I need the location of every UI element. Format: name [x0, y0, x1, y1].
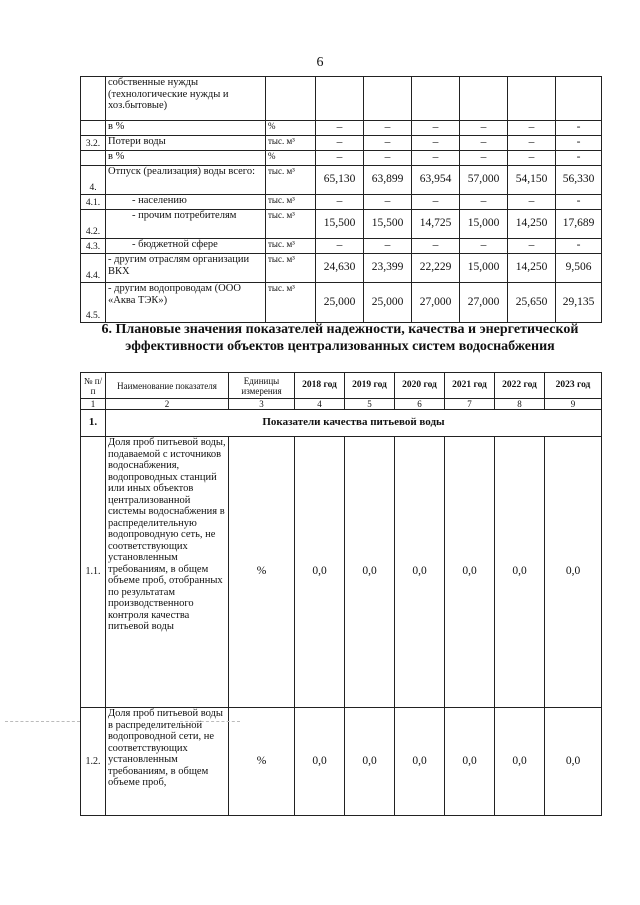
- row-unit: тыс. м³: [266, 239, 316, 254]
- column-number: 5: [345, 399, 395, 410]
- row-value: 15,500: [316, 210, 364, 239]
- row-value: –: [364, 151, 412, 166]
- row-value: -: [556, 121, 602, 136]
- section-row: [81, 410, 602, 437]
- row-value: –: [316, 136, 364, 151]
- header-num: № п/п: [81, 373, 106, 399]
- row-name: - другим водопроводам (ООО «Аква ТЭК»): [106, 283, 266, 323]
- header-unit: Единицы измерения: [229, 373, 295, 399]
- table-row: [81, 239, 602, 254]
- row-value: 57,000: [460, 166, 508, 195]
- row-value: –: [508, 195, 556, 210]
- row-value: 27,000: [460, 283, 508, 323]
- row-value: 0,0: [445, 708, 495, 816]
- row-num: 1.1.: [81, 437, 106, 708]
- row-unit: [266, 77, 316, 121]
- row-value: 24,630: [316, 254, 364, 283]
- row-value: 15,000: [460, 254, 508, 283]
- row-value: -: [556, 239, 602, 254]
- table-row: [81, 283, 602, 323]
- row-name: Отпуск (реализация) воды всего:: [106, 166, 266, 195]
- column-number: 4: [295, 399, 345, 410]
- indicators-table: [80, 372, 602, 816]
- row-value: –: [412, 151, 460, 166]
- row-name: собственные нужды (технологические нужды и хоз.бытовые): [106, 77, 266, 121]
- row-value: [364, 77, 412, 121]
- row-value: –: [364, 195, 412, 210]
- row-name: Потери воды: [106, 136, 266, 151]
- row-num: [81, 77, 106, 121]
- row-value: 0,0: [545, 708, 602, 816]
- section-num: 1.: [81, 410, 106, 437]
- row-value: –: [316, 151, 364, 166]
- row-num: 4.2.: [81, 210, 106, 239]
- row-num: [81, 151, 106, 166]
- section-heading: 6. Плановые значения показателей надежности, качества и энергетической эффективности объектов централизованных систем водоснабжения: [101, 322, 579, 354]
- row-value: 27,000: [412, 283, 460, 323]
- row-value: 22,229: [412, 254, 460, 283]
- header-year: 2021 год: [445, 373, 495, 399]
- scan-artifact-line: [5, 721, 80, 722]
- row-num: 4.1.: [81, 195, 106, 210]
- row-unit: тыс. м³: [266, 136, 316, 151]
- column-number: 9: [545, 399, 602, 410]
- row-unit: тыс. м³: [266, 166, 316, 195]
- row-unit: %: [229, 437, 295, 708]
- table-row: [81, 166, 602, 195]
- column-number: 6: [395, 399, 445, 410]
- row-value: 63,899: [364, 166, 412, 195]
- table-row: [81, 136, 602, 151]
- row-name: - прочим потребителям: [106, 210, 266, 239]
- row-value: -: [556, 151, 602, 166]
- row-value: –: [316, 121, 364, 136]
- scan-artifact-line: [180, 721, 240, 722]
- water-balance-table: [80, 76, 602, 323]
- row-name: Доля проб питьевой воды, подаваемой с источников водоснабжения, водопроводных станций или иных объектов централизованной системы водоснабжения в распределительную водопроводную сеть, не соответствующих установленным требованиям, в общем объеме проб, отобранных по результатам производственного контроля качества питьевой воды: [106, 437, 229, 708]
- row-value: –: [316, 239, 364, 254]
- row-value: 0,0: [295, 708, 345, 816]
- header-row: [81, 373, 602, 399]
- header-name: Наименование показателя: [106, 373, 229, 399]
- row-unit: %: [266, 151, 316, 166]
- row-value: 17,689: [556, 210, 602, 239]
- table-row: [81, 195, 602, 210]
- column-number: 8: [495, 399, 545, 410]
- header-year: 2018 год: [295, 373, 345, 399]
- column-number: 3: [229, 399, 295, 410]
- header-year: 2019 год: [345, 373, 395, 399]
- row-value: [460, 77, 508, 121]
- row-value: 25,650: [508, 283, 556, 323]
- row-name: - другим отраслям организации ВКХ: [106, 254, 266, 283]
- table-row: [81, 151, 602, 166]
- row-name: - населению: [106, 195, 266, 210]
- row-value: –: [508, 239, 556, 254]
- row-value: –: [412, 239, 460, 254]
- row-num: 4.5.: [81, 283, 106, 323]
- row-value: –: [460, 195, 508, 210]
- row-value: [412, 77, 460, 121]
- row-value: –: [460, 239, 508, 254]
- row-value: 14,725: [412, 210, 460, 239]
- row-value: –: [412, 136, 460, 151]
- row-value: 0,0: [395, 708, 445, 816]
- row-value: 15,000: [460, 210, 508, 239]
- row-value: 0,0: [395, 437, 445, 708]
- row-value: –: [508, 151, 556, 166]
- table-row: [81, 77, 602, 121]
- header-year: 2020 год: [395, 373, 445, 399]
- row-unit: тыс. м³: [266, 283, 316, 323]
- row-value: 9,506: [556, 254, 602, 283]
- table-row: [81, 708, 602, 816]
- row-num: 4.4.: [81, 254, 106, 283]
- row-unit: %: [229, 708, 295, 816]
- row-unit: тыс. м³: [266, 210, 316, 239]
- column-number: 1: [81, 399, 106, 410]
- row-num: 4.: [81, 166, 106, 195]
- row-value: 14,250: [508, 210, 556, 239]
- row-value: –: [508, 121, 556, 136]
- page-number: 6: [316, 55, 324, 70]
- row-value: 23,399: [364, 254, 412, 283]
- row-value: [508, 77, 556, 121]
- row-value: –: [460, 121, 508, 136]
- section-title: Показатели качества питьевой воды: [106, 410, 602, 437]
- row-num: 1.2.: [81, 708, 106, 816]
- row-value: 15,500: [364, 210, 412, 239]
- row-value: 63,954: [412, 166, 460, 195]
- header-year: 2023 год: [545, 373, 602, 399]
- row-value: 56,330: [556, 166, 602, 195]
- row-value: 25,000: [364, 283, 412, 323]
- row-name: в %: [106, 151, 266, 166]
- row-value: 0,0: [545, 437, 602, 708]
- row-value: –: [412, 195, 460, 210]
- row-num: 4.3.: [81, 239, 106, 254]
- row-value: 29,135: [556, 283, 602, 323]
- row-value: 65,130: [316, 166, 364, 195]
- row-value: 0,0: [345, 708, 395, 816]
- row-value: –: [412, 121, 460, 136]
- row-unit: тыс. м³: [266, 195, 316, 210]
- row-value: –: [508, 136, 556, 151]
- row-value: –: [364, 136, 412, 151]
- row-value: 0,0: [345, 437, 395, 708]
- row-value: 25,000: [316, 283, 364, 323]
- table-row: [81, 254, 602, 283]
- row-value: 54,150: [508, 166, 556, 195]
- table-row: [81, 210, 602, 239]
- row-value: –: [316, 195, 364, 210]
- row-num: 3.2.: [81, 136, 106, 151]
- row-num: [81, 121, 106, 136]
- row-name: в %: [106, 121, 266, 136]
- column-number: 2: [106, 399, 229, 410]
- row-value: –: [364, 239, 412, 254]
- row-value: -: [556, 136, 602, 151]
- row-unit: %: [266, 121, 316, 136]
- row-value: 0,0: [295, 437, 345, 708]
- row-value: 0,0: [495, 437, 545, 708]
- row-value: [556, 77, 602, 121]
- row-unit: тыс. м³: [266, 254, 316, 283]
- column-number: 7: [445, 399, 495, 410]
- row-name: - бюджетной сфере: [106, 239, 266, 254]
- row-value: -: [556, 195, 602, 210]
- table-row: [81, 437, 602, 708]
- header-year: 2022 год: [495, 373, 545, 399]
- row-name: Доля проб питьевой воды в распределительной водопроводной сети, не соответствующих установленным требованиям, в общем объеме проб,: [106, 708, 229, 816]
- row-value: 0,0: [445, 437, 495, 708]
- table-row: [81, 121, 602, 136]
- row-value: 0,0: [495, 708, 545, 816]
- row-value: [316, 77, 364, 121]
- row-value: 14,250: [508, 254, 556, 283]
- column-number-row: [81, 399, 602, 410]
- row-value: –: [460, 151, 508, 166]
- row-value: –: [460, 136, 508, 151]
- row-value: –: [364, 121, 412, 136]
